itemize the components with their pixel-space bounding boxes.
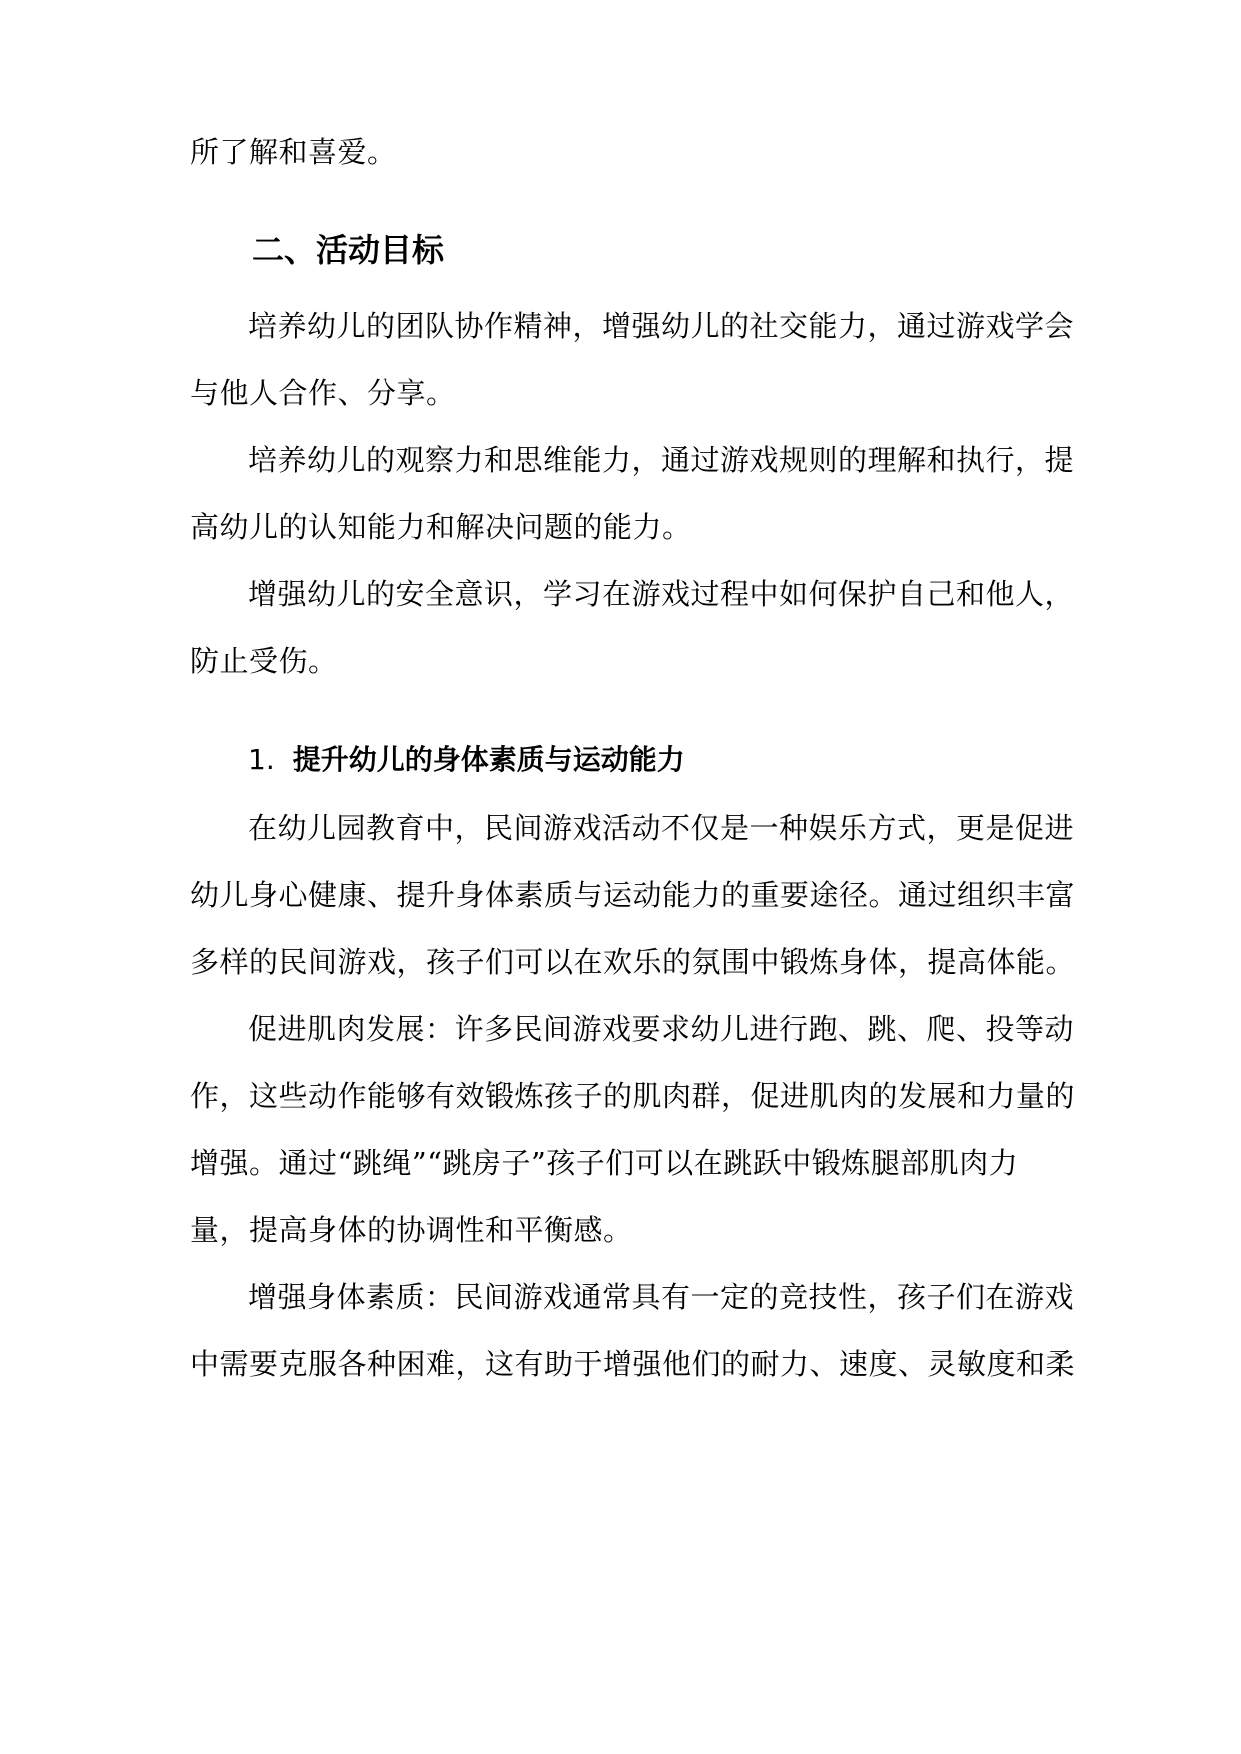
paragraph-line: 与他人合作、分享。 (190, 376, 456, 410)
paragraph-line: 幼儿身心健康、提升身体素质与运动能力的重要途径。通过组织丰富 (190, 878, 1076, 912)
paragraph-line: 中需要克服各种困难，这有助于增强他们的耐力、速度、灵敏度和柔 (190, 1347, 1076, 1381)
paragraph-line: 增强。通过“跳绳”“跳房子”孩子们可以在跳跃中锻炼腿部肌肉力 (190, 1146, 1019, 1180)
paragraph-line: 多样的民间游戏，孩子们可以在欢乐的氛围中锻炼身体，提高体能。 (190, 945, 1076, 979)
subsection-number: 1. (248, 743, 275, 776)
paragraph-line: 增强身体素质：民间游戏通常具有一定的竞技性，孩子们在游戏 (248, 1280, 1075, 1314)
paragraph-line: 量，提高身体的协调性和平衡感。 (190, 1213, 633, 1247)
subsection-heading (248, 740, 685, 780)
paragraph-line: 促进肌肉发展：许多民间游戏要求幼儿进行跑、跳、爬、投等动 (248, 1012, 1075, 1046)
paragraph-line: 防止受伤。 (190, 644, 338, 678)
paragraph-line: 培养幼儿的观察力和思维能力，通过游戏规则的理解和执行，提 (248, 443, 1075, 477)
paragraph-line: 所了解和喜爱。 (190, 135, 397, 169)
paragraph-line: 作，这些动作能够有效锻炼孩子的肌肉群，促进肌肉的发展和力量的 (190, 1079, 1076, 1113)
paragraph-line: 在幼儿园教育中，民间游戏活动不仅是一种娱乐方式，更是促进 (248, 811, 1075, 845)
section-heading: 二、活动目标 (252, 231, 445, 269)
paragraph-line: 高幼儿的认知能力和解决问题的能力。 (190, 510, 692, 544)
subsection-title: 提升幼儿的身体素质与运动能力 (292, 743, 685, 776)
paragraph-line: 培养幼儿的团队协作精神，增强幼儿的社交能力，通过游戏学会 (248, 309, 1075, 343)
paragraph-line: 增强幼儿的安全意识，学习在游戏过程中如何保护自己和他人， (248, 577, 1075, 611)
